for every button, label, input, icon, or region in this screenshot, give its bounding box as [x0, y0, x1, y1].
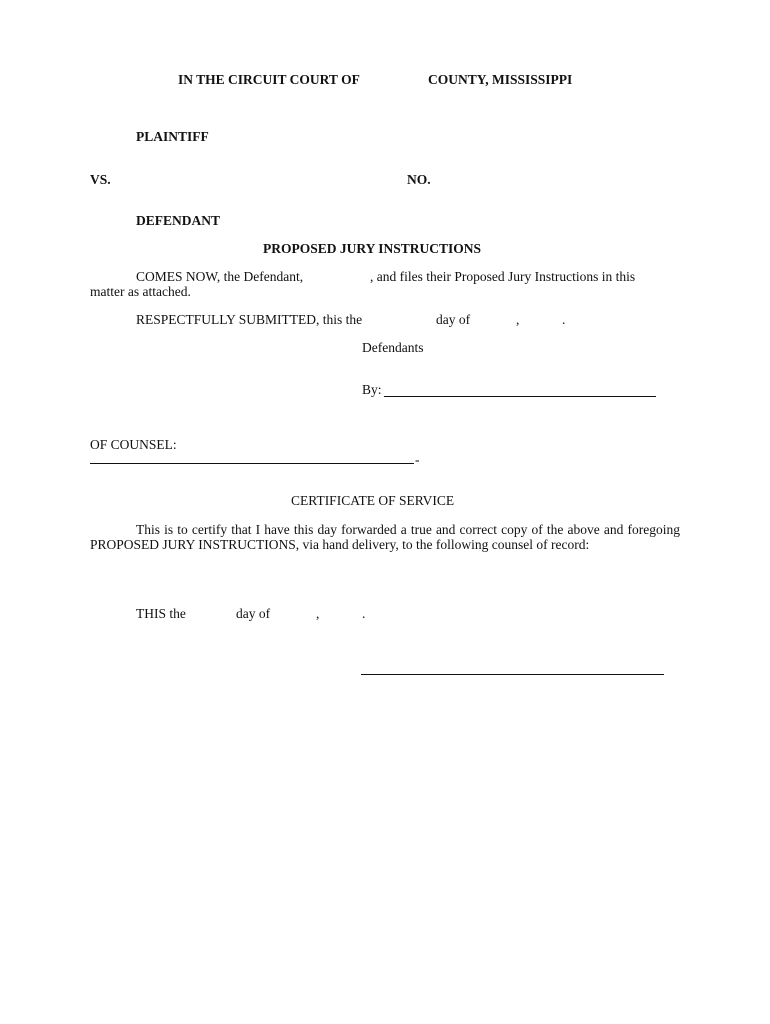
comes-now-text: COMES NOW, the Defendant,	[136, 269, 304, 284]
case-number-label: NO.	[407, 172, 431, 187]
plaintiff-label: PLAINTIFF	[136, 129, 209, 144]
submitted-text: RESPECTFULLY SUBMITTED, this the	[136, 312, 363, 327]
signature-by-label: By:	[362, 382, 382, 397]
submitted-period: .	[562, 312, 566, 327]
signature-party: Defendants	[362, 340, 424, 355]
of-counsel-label: OF COUNSEL:	[90, 437, 177, 452]
defendant-label: DEFENDANT	[136, 213, 221, 228]
certificate-comma: ,	[316, 606, 320, 621]
submitted-day-of: day of	[436, 312, 471, 327]
certificate-paragraph	[90, 522, 680, 552]
certificate-day-of: day of	[236, 606, 271, 621]
comes-now-text-end: matter as attached.	[90, 284, 191, 299]
court-prefix: IN THE CIRCUIT COURT OF	[178, 72, 360, 87]
certificate-signature-line	[361, 674, 664, 675]
vs-label: VS.	[90, 172, 111, 187]
certificate-this-the: THIS the	[136, 606, 186, 621]
comes-now-text-cont: , and files their Proposed Jury Instructions in this	[370, 269, 636, 284]
document-title: PROPOSED JURY INSTRUCTIONS	[263, 241, 482, 256]
signature-line	[384, 396, 656, 397]
certificate-text: This is to certify that I have this day forwarded a true and correct copy of the above and foregoing PROPOSED JURY INSTRUCTIONS, via hand delivery, to the following counsel of record:	[90, 522, 680, 552]
court-suffix: COUNTY, MISSISSIPPI	[428, 72, 573, 87]
certificate-period: .	[362, 606, 366, 621]
submitted-comma: ,	[516, 312, 520, 327]
counsel-line	[90, 463, 414, 464]
counsel-dash: -	[415, 452, 420, 467]
certificate-heading: CERTIFICATE OF SERVICE	[291, 493, 455, 508]
